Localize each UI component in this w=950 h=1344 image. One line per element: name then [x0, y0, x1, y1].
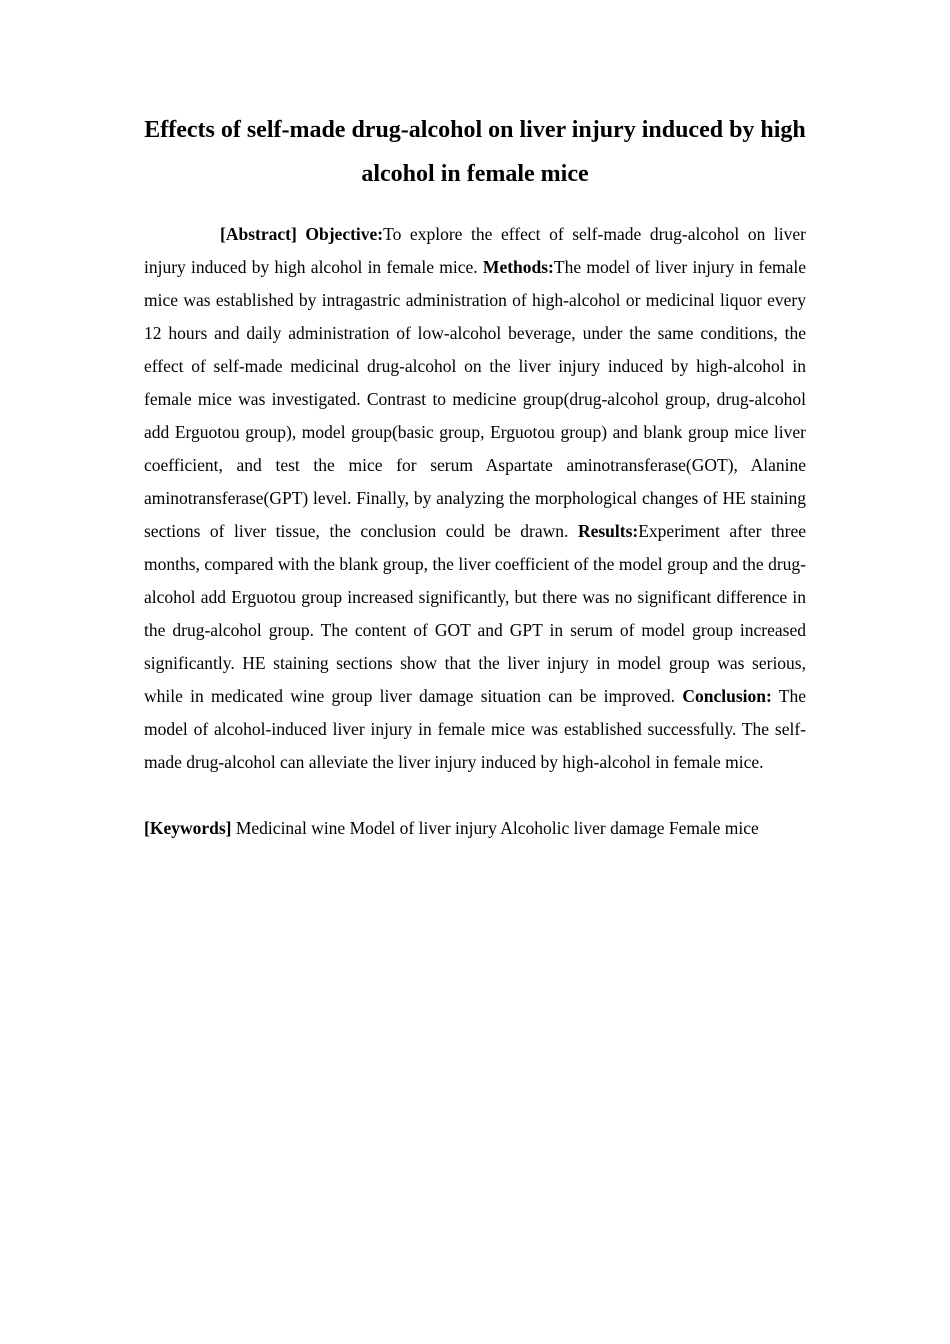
conclusion-text: The model of alcohol-induced liver injury in female mice was established successfully. The self-made drug-alcohol can alleviate the liver injury induced by high-alcohol in female mice. [144, 686, 806, 772]
abstract-label: [Abstract] [220, 224, 297, 244]
keywords-paragraph [144, 812, 806, 845]
conclusion-label: Conclusion: [682, 686, 772, 706]
keywords-label: [Keywords] [144, 818, 232, 838]
results-text: Experiment after three months, compared with the blank group, the liver coefficient of the model group and the drug-alcohol add Erguotou group increased significantly, but there was no significant difference in the drug-alcohol group. The content of GOT and GPT in serum of model group increased significantly. HE staining sections show that the liver injury in model group was serious, while in medicated wine group liver damage situation can be improved. [144, 521, 807, 706]
document-page [144, 108, 806, 845]
abstract-paragraph [144, 218, 806, 779]
keyword-item: Medicinal wine [235, 818, 346, 838]
results-label: Results: [577, 521, 639, 541]
keyword-item: Female mice [668, 818, 759, 838]
paper-title: Effects of self-made drug-alcohol on liver injury induced by high alcohol in female mice [144, 117, 806, 187]
methods-text: The model of liver injury in female mice was established by intragastric administration of high-alcohol or medicinal liquor every 12 hours and daily administration of low-alcohol beverage, under the same conditions, the effect of self-made medicinal drug-alcohol on the liver injury induced by high-alcohol in female mice was investigated. Contrast to medicine group(drug-alcohol group, drug-alcohol add Erguotou group), model group(basic group, Erguotou group) and blank group mice liver coefficient, and test the mice for serum Aspartate aminotransferase(GOT), Alanine aminotransferase(GPT) level. Finally, by analyzing the morphological changes of HE staining sections of liver tissue, the conclusion could be drawn. [144, 257, 806, 541]
keyword-item: Model of liver injury [349, 818, 497, 838]
keyword-item: Alcoholic liver damage [500, 818, 665, 838]
objective-label: Objective: [305, 224, 384, 244]
methods-label: Methods: [482, 257, 554, 277]
objective-text: To explore the effect of self-made drug-alcohol on liver injury induced by high alcohol in female mice. [144, 224, 806, 277]
